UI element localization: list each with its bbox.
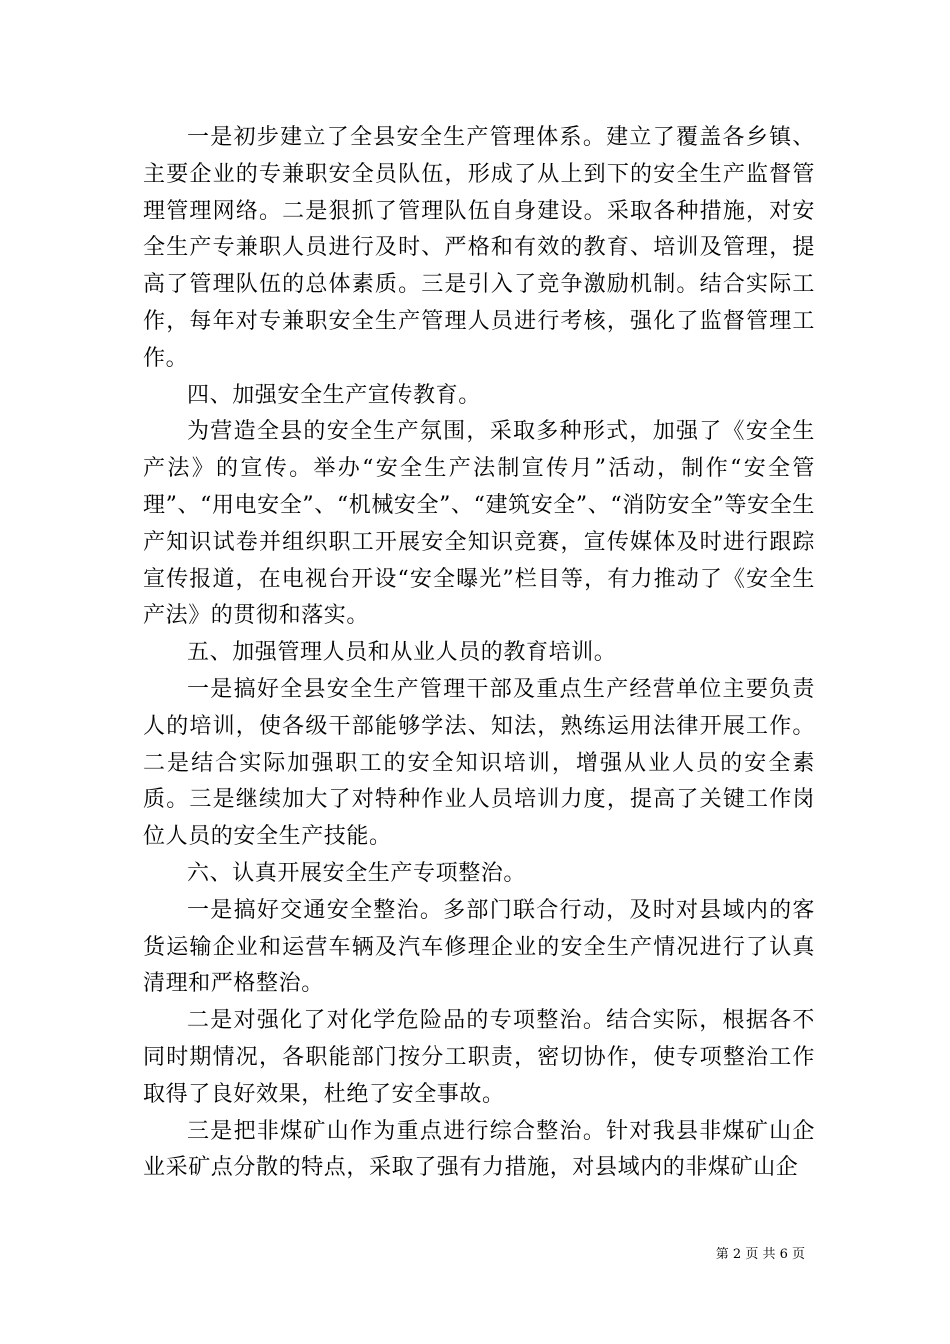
paragraph-6: 三是把非煤矿山作为重点进行综合整治。针对我县非煤矿山企业采矿点分散的特点，采取了强有力措施，对县域内的非煤矿山企 bbox=[143, 1118, 815, 1181]
paragraph-3: 一是搞好全县安全生产管理干部及重点生产经营单位主要负责人的培训，使各级干部能够学法、知法，熟练运用法律开展工作。二是结合实际加强职工的安全知识培训，增强从业人员的安全素质。三是继续加大了对特种作业人员培训力度，提高了关键工作岗位人员的安全生产技能。 bbox=[143, 676, 815, 850]
paragraph-1: 一是初步建立了全县安全生产管理体系。建立了覆盖各乡镇、主要企业的专兼职安全员队伍，形成了从上到下的安全生产监督管理管理网络。二是狠抓了管理队伍自身建设。采取各种措施，对安全生产专兼职人员进行及时、严格和有效的教育、培训及管理，提高了管理队伍的总体素质。三是引入了竞争激励机制。结合实际工作，每年对专兼职安全生产管理人员进行考核，强化了监督管理工作。 bbox=[143, 125, 815, 371]
paragraph-4: 一是搞好交通安全整治。多部门联合行动，及时对县域内的客货运输企业和运营车辆及汽车修理企业的安全生产情况进行了认真清理和严格整治。 bbox=[143, 897, 815, 997]
paragraph-5: 二是对强化了对化学危险品的专项整治。结合实际，根据各不同时期情况，各职能部门按分工职责，密切协作，使专项整治工作取得了良好效果，杜绝了安全事故。 bbox=[143, 1008, 815, 1107]
page-number-footer: 第 2 页 共 6 页 bbox=[715, 1247, 805, 1262]
section-heading-4: 四、加强安全生产宣传教育。 bbox=[187, 382, 481, 408]
section-heading-5: 五、加强管理人员和从业人员的教育培训。 bbox=[187, 640, 617, 666]
document-body bbox=[143, 120, 815, 1187]
paragraph-2: 为营造全县的安全生产氛围，采取多种形式，加强了《安全生产法》的宣传。举办“安全生产法制宣传月”活动，制作“安全管理”、“用电安全”、“机械安全”、“建筑安全”、“消防安全”等安全生产知识试卷并组织职工开展安全知识竞赛，宣传媒体及时进行跟踪宣传报道，在电视台开设“安全曝光”栏目等，有力推动了《安全生产法》的贯彻和落实。 bbox=[143, 419, 815, 629]
section-heading-6: 六、认真开展安全生产专项整治。 bbox=[187, 860, 527, 886]
